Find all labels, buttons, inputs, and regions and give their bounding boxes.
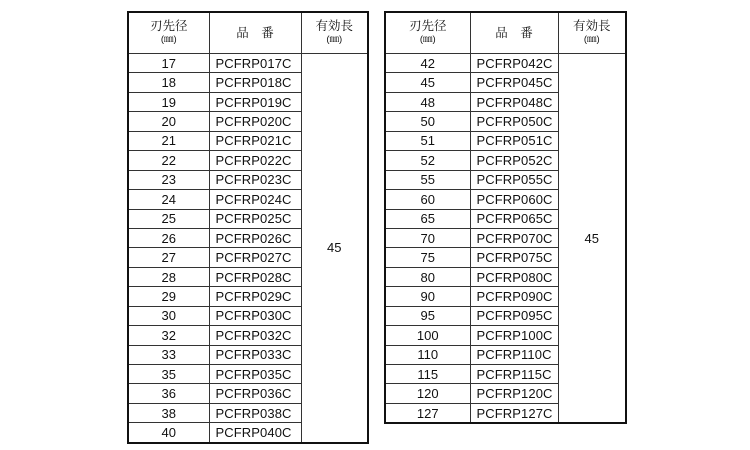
header-row [128, 12, 368, 54]
part-number-cell: PCFRP127C [470, 403, 558, 423]
diameter-cell: 55 [385, 170, 470, 189]
diameter-cell: 23 [128, 170, 209, 189]
diameter-cell: 24 [128, 190, 209, 209]
part-number-cell: PCFRP038C [209, 403, 301, 422]
diameter-cell: 19 [128, 92, 209, 111]
diameter-cell: 110 [385, 345, 470, 364]
part-number-cell: PCFRP075C [470, 248, 558, 267]
part-number-cell: PCFRP026C [209, 228, 301, 247]
diameter-cell: 65 [385, 209, 470, 228]
part-number-cell: PCFRP052C [470, 151, 558, 170]
part-number-cell: PCFRP025C [209, 209, 301, 228]
part-number-cell: PCFRP030C [209, 306, 301, 325]
diameter-cell: 51 [385, 131, 470, 150]
header-diameter-label: 刃先径 [149, 19, 188, 33]
diameter-cell: 17 [128, 54, 209, 73]
part-number-cell: PCFRP048C [470, 92, 558, 111]
header-length-label: 有効長 [572, 19, 611, 33]
header-part-no: 品 番 [470, 12, 558, 54]
part-number-cell: PCFRP027C [209, 248, 301, 267]
part-number-cell: PCFRP036C [209, 384, 301, 403]
table-row [128, 54, 368, 73]
part-number-cell: PCFRP050C [470, 112, 558, 131]
part-number-cell: PCFRP065C [470, 209, 558, 228]
diameter-cell: 21 [128, 131, 209, 150]
part-number-cell: PCFRP033C [209, 345, 301, 364]
header-length-unit: (㎜) [583, 34, 600, 45]
header-length-unit: (㎜) [326, 34, 343, 45]
diameter-cell: 120 [385, 384, 470, 403]
header-row [385, 12, 626, 54]
header-length-label: 有効長 [315, 19, 353, 33]
header-diameter-label: 刃先径 [408, 19, 447, 33]
diameter-cell: 90 [385, 287, 470, 306]
part-number-cell: PCFRP060C [470, 190, 558, 209]
part-number-cell: PCFRP019C [209, 92, 301, 111]
diameter-cell: 45 [385, 73, 470, 92]
part-number-cell: PCFRP023C [209, 170, 301, 189]
diameter-cell: 38 [128, 403, 209, 422]
part-number-cell: PCFRP070C [470, 228, 558, 247]
diameter-cell: 50 [385, 112, 470, 131]
part-number-cell: PCFRP042C [470, 54, 558, 73]
part-number-cell: PCFRP120C [470, 384, 558, 403]
part-number-cell: PCFRP024C [209, 190, 301, 209]
part-number-cell: PCFRP110C [470, 345, 558, 364]
diameter-cell: 52 [385, 151, 470, 170]
part-number-cell: PCFRP115C [470, 365, 558, 384]
part-number-cell: PCFRP017C [209, 54, 301, 73]
diameter-cell: 75 [385, 248, 470, 267]
spec-table-right [384, 11, 627, 424]
part-number-cell: PCFRP020C [209, 112, 301, 131]
diameter-cell: 28 [128, 267, 209, 286]
diameter-cell: 29 [128, 287, 209, 306]
spec-table-left [127, 11, 369, 444]
diameter-cell: 40 [128, 423, 209, 443]
header-diameter [128, 12, 209, 54]
diameter-cell: 100 [385, 326, 470, 345]
header-diameter-unit: (㎜) [419, 34, 436, 45]
diameter-cell: 18 [128, 73, 209, 92]
part-number-cell: PCFRP100C [470, 326, 558, 345]
diameter-cell: 25 [128, 209, 209, 228]
part-number-cell: PCFRP035C [209, 365, 301, 384]
header-diameter [385, 12, 470, 54]
diameter-cell: 30 [128, 306, 209, 325]
part-number-cell: PCFRP029C [209, 287, 301, 306]
part-number-cell: PCFRP045C [470, 73, 558, 92]
diameter-cell: 35 [128, 365, 209, 384]
header-part-no: 品 番 [209, 12, 301, 54]
part-number-cell: PCFRP055C [470, 170, 558, 189]
header-diameter-unit: (㎜) [160, 34, 177, 45]
part-number-cell: PCFRP040C [209, 423, 301, 443]
diameter-cell: 70 [385, 228, 470, 247]
header-length [301, 12, 368, 54]
part-number-cell: PCFRP051C [470, 131, 558, 150]
diameter-cell: 27 [128, 248, 209, 267]
part-number-cell: PCFRP021C [209, 131, 301, 150]
effective-length-cell: 45 [301, 54, 368, 443]
diameter-cell: 20 [128, 112, 209, 131]
diameter-cell: 26 [128, 228, 209, 247]
diameter-cell: 33 [128, 345, 209, 364]
diameter-cell: 127 [385, 403, 470, 423]
diameter-cell: 22 [128, 151, 209, 170]
table-row [385, 54, 626, 73]
part-number-cell: PCFRP018C [209, 73, 301, 92]
diameter-cell: 60 [385, 190, 470, 209]
diameter-cell: 32 [128, 326, 209, 345]
diameter-cell: 48 [385, 92, 470, 111]
header-length [558, 12, 626, 54]
part-number-cell: PCFRP022C [209, 151, 301, 170]
diameter-cell: 36 [128, 384, 209, 403]
part-number-cell: PCFRP080C [470, 267, 558, 286]
diameter-cell: 95 [385, 306, 470, 325]
diameter-cell: 80 [385, 267, 470, 286]
effective-length-cell: 45 [558, 54, 626, 424]
diameter-cell: 115 [385, 365, 470, 384]
part-number-cell: PCFRP090C [470, 287, 558, 306]
part-number-cell: PCFRP032C [209, 326, 301, 345]
part-number-cell: PCFRP095C [470, 306, 558, 325]
diameter-cell: 42 [385, 54, 470, 73]
part-number-cell: PCFRP028C [209, 267, 301, 286]
